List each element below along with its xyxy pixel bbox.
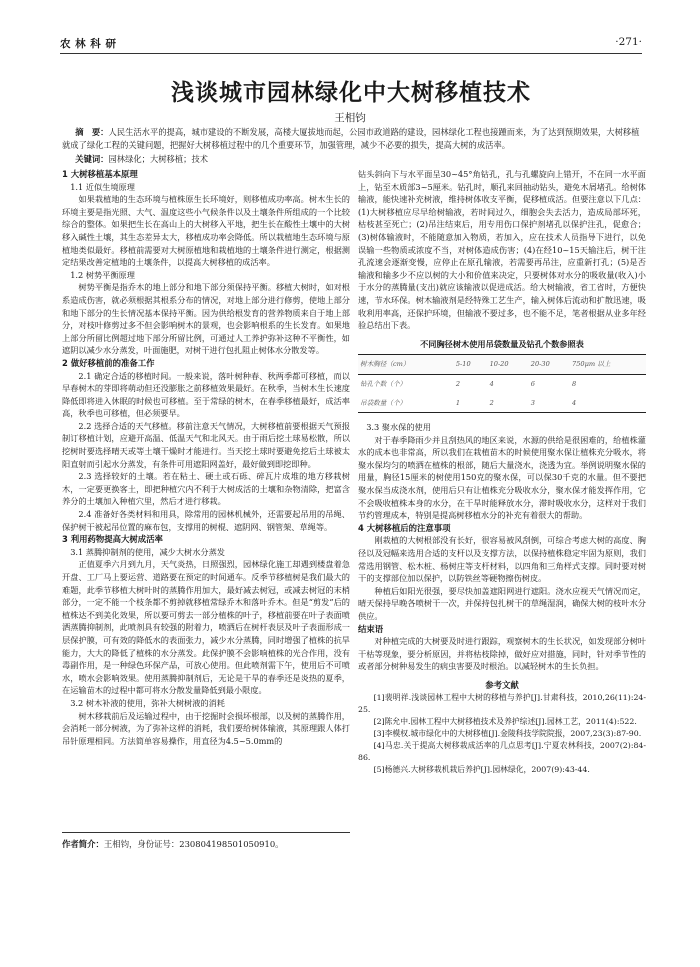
right-column-bottom bbox=[358, 421, 646, 673]
body-paragraph: 钻头斜向下与水平面呈30~45°角钻孔，孔与孔螺旋向上错开，不在同一水平面上，钻至木质部3~5厘米。钻孔时，顺孔来回抽动钻头，避免木屑堵孔。给树体输液，能快速补充树液，维持树体收支平衡，促移植成活。但要注意以下几点：(1)大树移植应尽早给树输液，若时间过久，细胞会失去活力，造成局部坏死，枯枝甚至死亡；(2)吊注结束后，用专用伤口保护剂堵孔以保护注孔，促愈合；(3)树体输液时，不能随意加入物质，若加入，应在技术人员指导下进行，以免误输一些物质或浓度不当，对树体造成伤害；(4)在经10~15天输注后，树干注孔流速会逐渐变慢，应停止在原孔输液，若需要再吊注，应重新打孔；(5)是否输液和输多少不应以树的大小和价值来决定，只要树体对水分的吸收量(收入)小于水分的蒸腾量(支出)就应该输液以促进成活。给大树输液，省工省时，方便快速，节水环保。树木输液剂是经特殊工艺生产，输入树体后流动和扩散迅速，吸收利用率高，还保护环境，但输液不要过多，也不能不足，笔者根据从业多年经验总结出下表。 bbox=[358, 169, 646, 331]
author-name: 王相钧 bbox=[334, 112, 366, 124]
table-body bbox=[358, 374, 646, 412]
section-heading: 2 做好移植前的准备工作 bbox=[62, 357, 155, 368]
body-paragraph: 对种植完成的大树要及时进行跟踪，观察树木的生长状况，如发现部分树叶干枯等现象，要分析原因，并将枯枝除掉，做好应对措施，同时，针对季节性的或者部分树种易发生的病虫害要及时根治。以减轻树木的生长负担。 bbox=[358, 636, 646, 672]
keywords-label: 关键词： bbox=[75, 154, 109, 164]
section-heading: 1 大树移植基本原理 bbox=[62, 169, 138, 179]
article-title: 浅谈城市园林绿化中大树移植技术 bbox=[171, 80, 531, 106]
table-cell: 4 bbox=[489, 379, 494, 388]
body-paragraph: 对于春季降雨少并且刮热风的地区来说，水源的供给是很困难的，给植株灌水的成本也非常高，所以我们在栽植苗木的时候使用聚水保让植株充分吸水，将聚水保均匀的喷洒在植株的根部，随后大量浇水，浇透为宜。举例说明聚水保的用量，胸径15厘米的树使用150克的聚水保，可以保30千克的水量。但不要把聚水保当成浇水剂，使用后只有让植株充分吸收水分，聚水保才能发挥作用，它不会吸收植株本身的水分，在干旱时能释放水分，滞时吸收水分，这样对于我们节约管理成本，特别是提高树移植水分的补充有着很大的帮助。 bbox=[358, 434, 646, 521]
table-header-cell: 750μm 以上 bbox=[572, 360, 611, 369]
body-paragraph: 树木移栽前后及运输过程中，由于挖掘时会损坏根部，以及树的蒸腾作用，会消耗一部分树液，为了弥补这样的消耗，我们要给树体输液，其原理跟人体打吊针原理相同。方法简单容易操作，用直径为4.5~5.0mm的 bbox=[62, 710, 350, 746]
abstract bbox=[62, 126, 640, 152]
subsection-heading: 3.1 蒸腾抑制剂的使用，减少大树水分蒸发 bbox=[70, 546, 225, 557]
reference-item: [4]马忠.关于提高大树移栽成活率的几点思考[J].宁夏农林科技，2007(2):84-86. bbox=[358, 740, 646, 762]
references-list bbox=[358, 692, 646, 776]
table-cell: 1 bbox=[455, 398, 461, 407]
reference-item: [5]杨德兴.大树移栽机栽后养护[J].园林绿化，2007(9):43-44. bbox=[373, 764, 590, 774]
left-column bbox=[62, 168, 350, 828]
reference-item: [2]陈允中.园林工程中大树移植技术及养护综述[J].园林工艺，2011(4):522. bbox=[373, 716, 637, 726]
section-heading: 3 利用药物提高大树成活率 bbox=[62, 534, 163, 545]
reference-table bbox=[358, 338, 646, 413]
subsection-heading: 1.2 树势平衡原理 bbox=[70, 269, 135, 280]
subsection-heading: 3.3 聚水保的使用 bbox=[366, 422, 431, 433]
right-column-top bbox=[358, 168, 646, 332]
abstract-label: 摘 要： bbox=[75, 127, 109, 137]
keywords bbox=[62, 153, 640, 166]
author-footnote bbox=[62, 832, 350, 850]
body-paragraph: 2.2 选择合适的天气移植。移前注意天气情况，大树移植前要根据天气预报制订移植计划，应避开高温、低温天气和北风天。由于雨后挖土球易松散，所以挖树时要选择晴天或等土壤干燥时才能进行。当天挖土球时要避免挖后土球被太阳直射而引起水分蒸发，有条件可用遮阳网盖好，最好做到即挖即种。 bbox=[62, 420, 350, 469]
author-note-label: 作者简介： bbox=[62, 839, 104, 849]
table-title: 不同胸径树木使用吊袋数量及钻孔个数参照表 bbox=[420, 338, 584, 349]
journal-name: 农 林 科 研 bbox=[60, 38, 117, 50]
table-header-cell: 树木胸径（cm） bbox=[360, 360, 410, 369]
table-cell: 钻孔个数（个） bbox=[360, 379, 407, 388]
table-row bbox=[358, 394, 646, 413]
table-header-cell: 5-10 bbox=[455, 360, 471, 369]
body-paragraph: 正值夏季六月到九月，天气炎热，日照强烈，园林绿化施工却遇到楼盘着急开盘、工厂马上要运营、道路要在预定的时间通车。反季节移植树是我们最大的难题，此季节移植大树叶时的蒸腾作用加大，最好减去树冠，或减去树冠的末梢部分，一定不能一个枝条都不剪掉就移植常绿乔木和落叶乔木。但是“剪发”后的植株达不到美化效果，所以要可剪去一部分植株的叶子，移植前要在叶子表面喷洒蒸腾抑制剂，此喷剂具有较强的附着力，喷洒后在树杆表层及叶子表面形成一层保护膜，可有效的降低水的表面张力，减少水分蒸腾，同时增强了植株的抗旱能力，大大的降低了植株的水分蒸发。此保护膜不会影响植株的光合作用，没有毒副作用，是一种绿色环保产品，可放心使用。但此喷剂需下午，使用后不可喷水，喷水会影响效果。使用蒸腾抑制剂后，无论是干旱的春季还是炎热的夏季，在运输苗木的过程中都可将水分散发量降低到最小限度。 bbox=[62, 559, 350, 696]
running-header bbox=[60, 36, 642, 54]
body-paragraph: 树势平衡是指乔木的地上部分和地下部分须保持平衡。移植大树时，如对根系造成伤害，就必须根据其根系分布的情况，对地上部分进行修剪，使地上部分和地下部分的生长情况基本保持平衡。因为供给根发育的营养物质来自于地上部分，对枝叶修剪过多不但会影响树木的景观，也会影响根系的生长发育。如果地上部分所留比例超过地下部分所留比例，可通过人工养护弥补这种不平衡性，如遮阴以减少水分蒸发，叶面施肥，对树干进行包扎阻止树体水分散发等。 bbox=[62, 282, 350, 356]
references-title: 参考文献 bbox=[485, 679, 519, 690]
keywords-text: 园林绿化；大树移植；技术 bbox=[108, 154, 209, 164]
reference-item: [1]裴明祥.浅谈园林工程中大树的移植与养护[J].甘肃科技，2010,26(11):24-25. bbox=[358, 692, 646, 714]
body-paragraph: 2.3 选择较好的土壤。若在粘土、硬土或石砾、碎瓦片成堆的地方移栽树木，一定要更换客土，即把种植穴内不利于大树成活的土壤和杂物清除，把富含养分的土壤加入种植穴里，然后才进行移栽。 bbox=[62, 471, 350, 507]
table-cell: 8 bbox=[572, 379, 577, 388]
table-row bbox=[358, 374, 646, 393]
table-cell: 3 bbox=[530, 398, 535, 407]
page-number: ·271· bbox=[615, 36, 642, 48]
author-note-text: 王相钧，身份证号：230804198501050910。 bbox=[103, 839, 284, 849]
body-paragraph: 种植后如阳光很强，要尽快加盖遮阳网进行遮阳。浇水应视天气情况而定，晴天保持早晚各喷树干一次，并保持包扎树干的草绳湿润，确保大树的枝叶水分供应。 bbox=[358, 585, 646, 621]
body-paragraph: 2.1 确定合适的移植时间。一般来说，落叶树种春、秋两季都可移植，而以早春树木的芽即将萌动但还没膨胀之前移植效果最好。在秋季，当树木生长速度降低即将进入休眠的时候也可移植。至于常绿的树木，在春季移植最好，成活率高，秋季也可移植，但必须要早。 bbox=[62, 370, 350, 419]
section-heading: 结束语 bbox=[358, 623, 384, 634]
subsection-heading: 1.1 近似生境原理 bbox=[70, 181, 135, 192]
table-header-row bbox=[358, 355, 646, 375]
section-heading: 4 大树移植后的注意事项 bbox=[358, 522, 451, 533]
table-cell: 4 bbox=[572, 398, 577, 407]
abstract-text: 人民生活水平的提高，城市建设的不断发展，高楼大厦拔地而起，公园市政道路的建设，园林绿化工程也接踵而来，为了达到预期效果，大树移植就成了绿化工程的关键问题，把握好大树移植过程中的几个重要环节，加强管理，减少不必要的损失，提高大树的成活率。 bbox=[62, 127, 640, 150]
body-paragraph: 2.4 准备好各类材料和用具，除常用的园林机械外，还需要起吊用的吊绳、保护树干被起吊位置的麻布包，支撑用的树棍、遮阴网、钢管架、草绳等。 bbox=[62, 509, 350, 532]
table-cell: 吊袋数量（个） bbox=[360, 398, 407, 407]
table-cell: 2 bbox=[489, 398, 494, 407]
body-paragraph: 如果栽植地的生态环境与植株原生长环境好，则移植成功率高。树木生长的环境主要是指光照、大气、温度这些小气候条件以及土壤条件所组成的一个比较综合的整体。如果把生长在高山上的大树移入平地，把生长在酸性土壤中的大树移入碱性土壤，其生态差异太大，移植成功率会降低。所以栽植地生态环境与原植地类似最好。移植前需要对大树原植地和栽植地的土壤条件进行测定，根据测定结果改善定植地的土壤条件，以提高大树移植的成活率。 bbox=[62, 194, 350, 268]
reference-item: [3]李模权.城市绿化中的大树移植[J].金陵科技学院院报，2007,23(3):87-90. bbox=[373, 728, 642, 738]
table-header-cell: 20-30 bbox=[530, 360, 550, 369]
data-table bbox=[358, 354, 646, 413]
body-paragraph: 刚栽植的大树根部没有长好，很容易被风刮倒，可综合考虑大树的高度、胸径以及冠幅来选用合适的支杆以及支撑方法，以保持植株稳定牢固为原则，我们常选用钢管、松木桩、杨树庄等支杆材料，以四角和三角样式支撑。同时要对树干的支撑部位加以保护，以防铁丝等硬物擦伤树皮。 bbox=[358, 535, 646, 584]
table-cell: 6 bbox=[530, 379, 535, 388]
subsection-heading: 3.2 树木补液的使用，弥补大树树液的消耗 bbox=[70, 697, 225, 708]
table-header-cell: 10-20 bbox=[489, 360, 509, 369]
right-column bbox=[358, 168, 646, 868]
table-cell: 2 bbox=[455, 379, 461, 388]
